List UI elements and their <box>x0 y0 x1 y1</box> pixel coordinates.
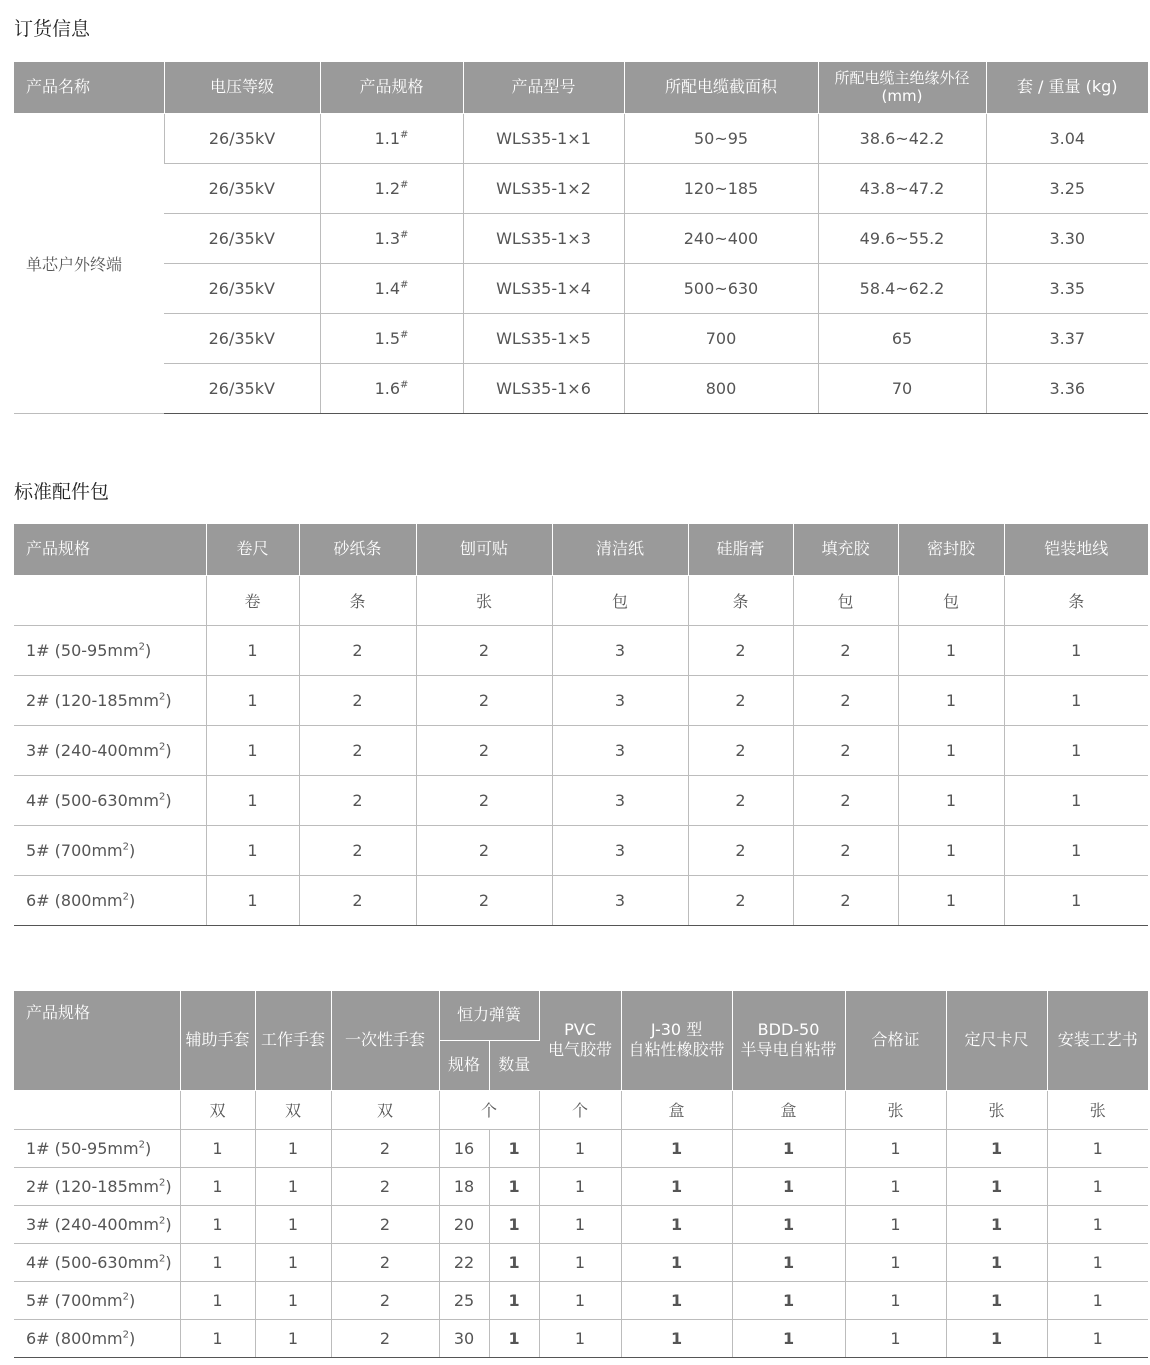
kit-unit-cell: 卷 <box>206 575 299 625</box>
acc-value-cell: 1 <box>255 1281 331 1319</box>
acc-header-spring-spec: 规格 <box>439 1040 489 1090</box>
acc-value-cell: 1 <box>539 1167 621 1205</box>
kit-value-cell: 1 <box>1004 725 1148 775</box>
kit-value-cell: 1 <box>1004 775 1148 825</box>
spec-close: ) <box>129 1290 136 1310</box>
model-cell: WLS35-1×6 <box>463 363 624 413</box>
spec-cell <box>14 1129 180 1167</box>
spec-cell <box>320 263 463 313</box>
spec-superscript: # <box>400 379 409 391</box>
spec-cell <box>14 1281 180 1319</box>
kit-value-cell: 2 <box>688 775 793 825</box>
standard-kit-table <box>14 524 1148 926</box>
standard-kit-row <box>14 775 1148 825</box>
voltage-cell: 26/35kV <box>164 113 320 163</box>
kit-value-cell: 2 <box>416 825 552 875</box>
kit-value-cell: 1 <box>898 675 1004 725</box>
cable-area-cell: 500~630 <box>624 263 818 313</box>
acc-unit-cell: 个 <box>439 1090 539 1129</box>
acc-value-cell: 1 <box>255 1129 331 1167</box>
kit-value-cell: 1 <box>1004 625 1148 675</box>
voltage-cell: 26/35kV <box>164 363 320 413</box>
ordering-row <box>14 363 1148 413</box>
spec-superscript: 2 <box>122 1329 129 1341</box>
kit-header-7: 密封胶 <box>898 524 1004 575</box>
acc-value-cell: 2 <box>331 1319 439 1357</box>
kit-value-cell: 1 <box>898 775 1004 825</box>
acc-value-cell: 1 <box>1047 1129 1148 1167</box>
model-cell: WLS35-1×3 <box>463 213 624 263</box>
spec-superscript: # <box>400 329 409 341</box>
kit-unit-cell: 包 <box>552 575 688 625</box>
acc-header-aux-gloves: 辅助手套 <box>180 991 255 1090</box>
spec-superscript: # <box>400 179 409 191</box>
spec-text: 1.6 <box>374 378 401 398</box>
insulation-diameter-cell: 70 <box>818 363 986 413</box>
kit-value-cell: 3 <box>552 825 688 875</box>
weight-cell: 3.30 <box>986 213 1148 263</box>
acc-value-cell: 1 <box>845 1243 946 1281</box>
acc-value-cell: 1 <box>489 1129 539 1167</box>
spec-cell <box>14 775 206 825</box>
standard-kit-row <box>14 725 1148 775</box>
spec-close: ) <box>165 790 172 810</box>
acc-value-cell: 18 <box>439 1167 489 1205</box>
acc-value-cell: 30 <box>439 1319 489 1357</box>
accessories-row <box>14 1205 1148 1243</box>
acc-unit-cell: 张 <box>1047 1090 1148 1129</box>
kit-value-cell: 2 <box>688 625 793 675</box>
acc-value-cell: 1 <box>621 1167 732 1205</box>
acc-value-cell: 16 <box>439 1129 489 1167</box>
acc-value-cell: 1 <box>1047 1281 1148 1319</box>
kit-value-cell: 1 <box>206 675 299 725</box>
header-voltage: 电压等级 <box>164 62 320 113</box>
spec-superscript: 2 <box>158 1253 166 1265</box>
acc-value-cell: 1 <box>489 1319 539 1357</box>
kit-value-cell: 2 <box>299 775 416 825</box>
ordering-section-title: 订货信息 <box>14 18 91 40</box>
acc-value-cell: 1 <box>732 1205 845 1243</box>
accessories-row <box>14 1129 1148 1167</box>
cable-area-cell: 50~95 <box>624 113 818 163</box>
acc-value-cell: 2 <box>331 1167 439 1205</box>
acc-value-cell: 1 <box>180 1205 255 1243</box>
acc-header-spring-qty: 数量 <box>489 1040 539 1090</box>
acc-unit-cell: 双 <box>255 1090 331 1129</box>
kit-header-8: 铠装地线 <box>1004 524 1148 575</box>
weight-cell: 3.37 <box>986 313 1148 363</box>
spec-superscript: # <box>400 279 409 291</box>
kit-value-cell: 2 <box>793 675 898 725</box>
spec-cell <box>14 1167 180 1205</box>
kit-value-cell: 2 <box>299 675 416 725</box>
acc-header-bdd-line1: BDD-50 <box>757 1020 820 1040</box>
acc-value-cell: 1 <box>621 1205 732 1243</box>
acc-header-work-gloves: 工作手套 <box>255 991 331 1090</box>
spec-text: 1.4 <box>374 278 401 298</box>
acc-header-pvc-line1: PVC <box>564 1020 596 1040</box>
acc-value-cell: 1 <box>1047 1319 1148 1357</box>
standard-kit-unit-row <box>14 575 1148 625</box>
acc-value-cell: 1 <box>732 1243 845 1281</box>
acc-value-cell: 1 <box>732 1129 845 1167</box>
acc-value-cell: 1 <box>539 1319 621 1357</box>
ordering-row <box>14 113 1148 163</box>
acc-value-cell: 1 <box>255 1205 331 1243</box>
spec-close: ) <box>144 640 152 660</box>
accessories-table <box>14 991 1148 1358</box>
acc-value-cell: 1 <box>489 1243 539 1281</box>
accessories-row <box>14 1281 1148 1319</box>
acc-value-cell: 1 <box>621 1319 732 1357</box>
acc-value-cell: 1 <box>946 1319 1047 1357</box>
kit-value-cell: 1 <box>898 625 1004 675</box>
kit-unit-cell: 条 <box>688 575 793 625</box>
spec-superscript: 2 <box>122 891 129 903</box>
spec-superscript: # <box>400 229 409 241</box>
acc-header-bdd-tape <box>732 991 845 1090</box>
spec-text: 6# (800mm <box>26 890 123 910</box>
acc-value-cell: 1 <box>946 1243 1047 1281</box>
standard-kit-row <box>14 675 1148 725</box>
kit-value-cell: 3 <box>552 625 688 675</box>
standard-kit-body <box>14 524 1148 925</box>
kit-value-cell: 2 <box>299 725 416 775</box>
acc-value-cell: 1 <box>621 1243 732 1281</box>
spec-text: 1# (50-95mm <box>26 640 139 660</box>
standard-kit-header-row <box>14 524 1148 575</box>
spec-superscript: 2 <box>138 641 145 653</box>
kit-unit-cell: 张 <box>416 575 552 625</box>
insulation-diameter-cell: 49.6~55.2 <box>818 213 986 263</box>
spec-superscript: 2 <box>158 741 166 753</box>
insulation-diameter-cell: 65 <box>818 313 986 363</box>
accessories-row <box>14 1319 1148 1357</box>
acc-unit-cell: 双 <box>180 1090 255 1129</box>
acc-header-manual: 安装工艺书 <box>1047 991 1148 1090</box>
kit-header-4: 清洁纸 <box>552 524 688 575</box>
kit-value-cell: 2 <box>793 825 898 875</box>
kit-header-2: 砂纸条 <box>299 524 416 575</box>
spec-text: 4# (500-630mm <box>26 1252 159 1272</box>
spec-cell <box>320 113 463 163</box>
spec-text: 1# (50-95mm <box>26 1138 139 1158</box>
acc-value-cell: 1 <box>539 1129 621 1167</box>
accessories-row <box>14 1167 1148 1205</box>
model-cell: WLS35-1×5 <box>463 313 624 363</box>
spec-text: 6# (800mm <box>26 1328 123 1348</box>
kit-header-5: 硅脂膏 <box>688 524 793 575</box>
acc-value-cell: 1 <box>489 1167 539 1205</box>
acc-value-cell: 1 <box>180 1319 255 1357</box>
standard-kit-section-title: 标准配件包 <box>14 481 110 503</box>
kit-value-cell: 1 <box>1004 875 1148 925</box>
ordering-table <box>14 62 1148 414</box>
spec-superscript: 2 <box>138 1139 145 1151</box>
kit-header-1: 卷尺 <box>206 524 299 575</box>
acc-unit-cell: 个 <box>539 1090 621 1129</box>
weight-cell: 3.25 <box>986 163 1148 213</box>
header-product-name: 产品名称 <box>14 62 164 113</box>
acc-value-cell: 1 <box>732 1319 845 1357</box>
acc-value-cell: 1 <box>621 1129 732 1167</box>
ordering-row <box>14 213 1148 263</box>
insulation-diameter-cell: 38.6~42.2 <box>818 113 986 163</box>
kit-value-cell: 2 <box>793 775 898 825</box>
acc-unit-cell: 盒 <box>621 1090 732 1129</box>
spec-close: ) <box>165 1252 172 1272</box>
spec-close: ) <box>165 690 172 710</box>
acc-unit-cell <box>14 1090 180 1129</box>
accessories-body <box>14 1090 1148 1357</box>
acc-header-spec: 产品规格 <box>14 991 180 1090</box>
spec-superscript: 2 <box>122 1291 129 1303</box>
acc-header-j30-line1: J-30 型 <box>650 1020 703 1040</box>
spec-close: ) <box>129 1328 136 1348</box>
acc-unit-cell: 张 <box>946 1090 1047 1129</box>
spec-text: 5# (700mm <box>26 1290 123 1310</box>
weight-cell: 3.36 <box>986 363 1148 413</box>
acc-value-cell: 1 <box>845 1129 946 1167</box>
voltage-cell: 26/35kV <box>164 213 320 263</box>
spec-cell <box>14 875 206 925</box>
acc-value-cell: 2 <box>331 1243 439 1281</box>
spec-cell <box>14 675 206 725</box>
acc-value-cell: 1 <box>180 1129 255 1167</box>
acc-value-cell: 1 <box>946 1129 1047 1167</box>
acc-value-cell: 25 <box>439 1281 489 1319</box>
standard-kit-row <box>14 875 1148 925</box>
spec-cell <box>14 1243 180 1281</box>
spec-text: 1.2 <box>374 178 401 198</box>
kit-value-cell: 2 <box>416 725 552 775</box>
acc-value-cell: 1 <box>845 1167 946 1205</box>
acc-unit-cell: 盒 <box>732 1090 845 1129</box>
accessories-row <box>14 1243 1148 1281</box>
acc-value-cell: 1 <box>946 1167 1047 1205</box>
spec-cell <box>320 163 463 213</box>
spec-cell <box>14 1205 180 1243</box>
kit-value-cell: 2 <box>793 725 898 775</box>
ordering-body <box>14 113 1148 413</box>
kit-value-cell: 1 <box>206 825 299 875</box>
kit-value-cell: 2 <box>688 725 793 775</box>
accessories-unit-row <box>14 1090 1148 1129</box>
spec-cell <box>320 213 463 263</box>
acc-value-cell: 1 <box>489 1205 539 1243</box>
kit-value-cell: 1 <box>898 725 1004 775</box>
acc-value-cell: 1 <box>255 1319 331 1357</box>
ordering-row <box>14 163 1148 213</box>
standard-kit-row <box>14 625 1148 675</box>
spec-text: 2# (120-185mm <box>26 1176 159 1196</box>
spec-superscript: 2 <box>158 1177 166 1189</box>
ordering-row <box>14 313 1148 363</box>
spec-text: 5# (700mm <box>26 840 123 860</box>
model-cell: WLS35-1×1 <box>463 113 624 163</box>
spec-cell <box>320 363 463 413</box>
kit-unit-cell: 包 <box>898 575 1004 625</box>
header-insulation-diameter: 所配电缆主绝缘外径 (mm) <box>818 62 986 113</box>
accessories-header-row-1 <box>14 991 1148 1040</box>
acc-header-certificate: 合格证 <box>845 991 946 1090</box>
kit-value-cell: 2 <box>416 675 552 725</box>
header-spec: 产品规格 <box>320 62 463 113</box>
acc-value-cell: 1 <box>180 1167 255 1205</box>
spec-superscript: 2 <box>158 1215 166 1227</box>
kit-unit-cell: 包 <box>793 575 898 625</box>
kit-value-cell: 1 <box>206 725 299 775</box>
cable-area-cell: 240~400 <box>624 213 818 263</box>
spec-cell <box>14 1319 180 1357</box>
model-cell: WLS35-1×4 <box>463 263 624 313</box>
acc-header-pvc-tape <box>539 991 621 1090</box>
acc-value-cell: 1 <box>845 1205 946 1243</box>
kit-value-cell: 2 <box>793 625 898 675</box>
spec-text: 3# (240-400mm <box>26 1214 159 1234</box>
ordering-row <box>14 263 1148 313</box>
acc-value-cell: 1 <box>732 1281 845 1319</box>
voltage-cell: 26/35kV <box>164 313 320 363</box>
kit-value-cell: 2 <box>299 825 416 875</box>
spec-close: ) <box>129 890 136 910</box>
kit-header-6: 填充胶 <box>793 524 898 575</box>
kit-value-cell: 1 <box>206 775 299 825</box>
spec-cell <box>14 825 206 875</box>
spec-superscript: 2 <box>158 691 166 703</box>
spec-close: ) <box>165 740 172 760</box>
acc-value-cell: 1 <box>845 1281 946 1319</box>
kit-value-cell: 1 <box>1004 675 1148 725</box>
model-cell: WLS35-1×2 <box>463 163 624 213</box>
cable-area-cell: 120~185 <box>624 163 818 213</box>
acc-header-ruler: 定尺卡尺 <box>946 991 1047 1090</box>
kit-header-3: 刨可贴 <box>416 524 552 575</box>
kit-value-cell: 2 <box>416 875 552 925</box>
kit-value-cell: 1 <box>1004 825 1148 875</box>
insulation-diameter-cell: 58.4~62.2 <box>818 263 986 313</box>
acc-value-cell: 1 <box>621 1281 732 1319</box>
acc-value-cell: 1 <box>539 1205 621 1243</box>
kit-value-cell: 2 <box>688 825 793 875</box>
acc-value-cell: 2 <box>331 1281 439 1319</box>
kit-unit-cell: 条 <box>1004 575 1148 625</box>
acc-value-cell: 1 <box>539 1281 621 1319</box>
spec-text: 2# (120-185mm <box>26 690 159 710</box>
kit-value-cell: 3 <box>552 875 688 925</box>
acc-value-cell: 1 <box>946 1281 1047 1319</box>
acc-value-cell: 1 <box>539 1243 621 1281</box>
acc-value-cell: 1 <box>1047 1167 1148 1205</box>
acc-value-cell: 1 <box>1047 1205 1148 1243</box>
voltage-cell: 26/35kV <box>164 163 320 213</box>
acc-header-j30-line2: 自粘性橡胶带 <box>628 1040 725 1060</box>
header-model: 产品型号 <box>463 62 624 113</box>
cable-area-cell: 700 <box>624 313 818 363</box>
spec-text: 3# (240-400mm <box>26 740 159 760</box>
kit-value-cell: 1 <box>898 875 1004 925</box>
kit-value-cell: 1 <box>206 625 299 675</box>
acc-value-cell: 1 <box>255 1243 331 1281</box>
kit-value-cell: 2 <box>688 675 793 725</box>
kit-value-cell: 3 <box>552 675 688 725</box>
kit-unit-cell <box>14 575 206 625</box>
kit-header-0: 产品规格 <box>14 524 206 575</box>
kit-value-cell: 1 <box>898 825 1004 875</box>
spec-text: 1.5 <box>374 328 401 348</box>
weight-cell: 3.04 <box>986 113 1148 163</box>
acc-value-cell: 2 <box>331 1129 439 1167</box>
acc-unit-cell: 张 <box>845 1090 946 1129</box>
kit-value-cell: 2 <box>793 875 898 925</box>
weight-cell: 3.35 <box>986 263 1148 313</box>
cable-area-cell: 800 <box>624 363 818 413</box>
kit-value-cell: 2 <box>688 875 793 925</box>
spec-superscript: 2 <box>158 791 166 803</box>
acc-unit-cell: 双 <box>331 1090 439 1129</box>
spec-superscript: 2 <box>122 841 129 853</box>
spec-close: ) <box>144 1138 152 1158</box>
spec-close: ) <box>165 1214 172 1234</box>
standard-kit-row <box>14 825 1148 875</box>
acc-value-cell: 1 <box>1047 1243 1148 1281</box>
acc-value-cell: 1 <box>489 1281 539 1319</box>
acc-value-cell: 1 <box>946 1205 1047 1243</box>
header-cable-area: 所配电缆截面积 <box>624 62 818 113</box>
spec-close: ) <box>165 1176 172 1196</box>
acc-value-cell: 1 <box>180 1243 255 1281</box>
product-name-cell: 单芯户外终端 <box>14 113 164 413</box>
kit-unit-cell: 条 <box>299 575 416 625</box>
acc-value-cell: 1 <box>845 1319 946 1357</box>
spec-text: 1.1 <box>374 128 401 148</box>
acc-value-cell: 1 <box>255 1167 331 1205</box>
insulation-diameter-cell: 43.8~47.2 <box>818 163 986 213</box>
kit-value-cell: 2 <box>416 625 552 675</box>
spec-superscript: # <box>400 129 409 141</box>
voltage-cell: 26/35kV <box>164 263 320 313</box>
spec-text: 4# (500-630mm <box>26 790 159 810</box>
ordering-header-row <box>14 62 1148 113</box>
acc-header-j30-tape <box>621 991 732 1090</box>
acc-value-cell: 1 <box>180 1281 255 1319</box>
acc-header-bdd-line2: 半导电自粘带 <box>740 1040 837 1060</box>
acc-header-pvc-line2: 电气胶带 <box>548 1040 613 1060</box>
acc-header-disposable-gloves: 一次性手套 <box>331 991 439 1090</box>
kit-value-cell: 2 <box>299 625 416 675</box>
acc-header-spring: 恒力弹簧 <box>439 991 539 1040</box>
acc-value-cell: 22 <box>439 1243 489 1281</box>
spec-cell <box>14 625 206 675</box>
kit-value-cell: 3 <box>552 775 688 825</box>
acc-value-cell: 1 <box>732 1167 845 1205</box>
kit-value-cell: 3 <box>552 725 688 775</box>
header-weight: 套 / 重量 (kg) <box>986 62 1148 113</box>
kit-value-cell: 2 <box>299 875 416 925</box>
spec-text: 1.3 <box>374 228 401 248</box>
kit-value-cell: 1 <box>206 875 299 925</box>
spec-cell <box>14 725 206 775</box>
acc-value-cell: 20 <box>439 1205 489 1243</box>
spec-cell <box>320 313 463 363</box>
spec-close: ) <box>129 840 136 860</box>
acc-value-cell: 2 <box>331 1205 439 1243</box>
kit-value-cell: 2 <box>416 775 552 825</box>
